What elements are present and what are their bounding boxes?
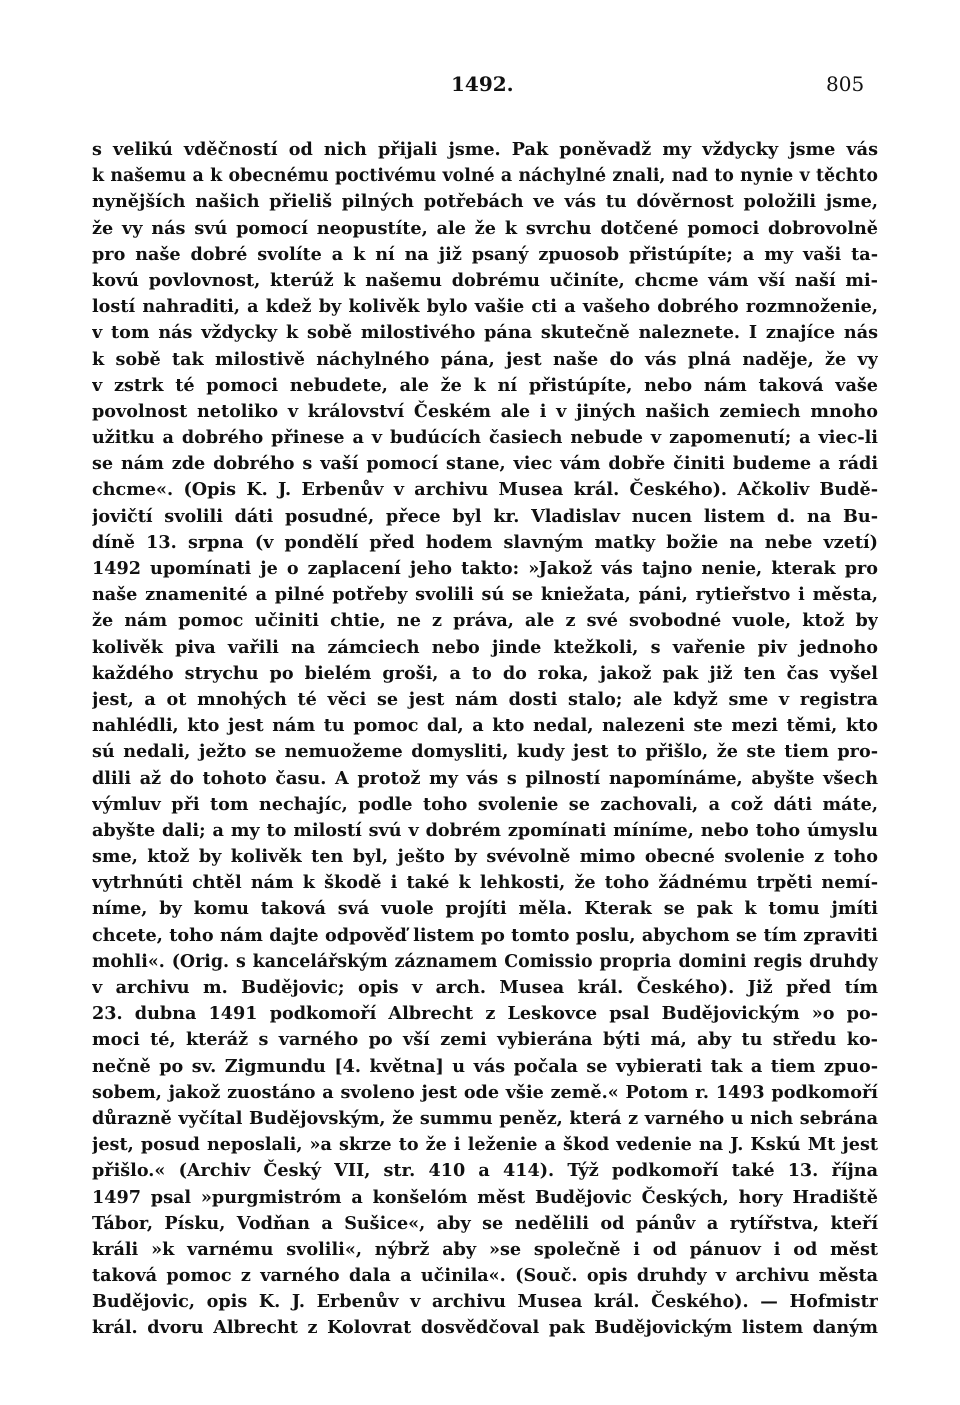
text-line: se nám zde dobrého s vaší pomocí stane, viec vám dobře činiti budeme a rádi xyxy=(92,453,878,475)
text-line: dlili až do tohoto času. A protož my vás s pilností napomínáme, abyšte všech xyxy=(92,767,878,789)
text-line: užitku a dobrého přinese a v budúcích časiech nebude v zapomenutí; a viec-li xyxy=(92,427,878,449)
text-line: 1497 psal »purgmistróm a konšelóm měst Budějovic Českých, hory Hradiště xyxy=(92,1186,878,1208)
text-line: jovičtí svolili dáti posudné, přece byl kr. Vladislav nucen listem d. na Bu- xyxy=(92,505,878,527)
header-year: 1492. xyxy=(451,72,514,96)
text-line: králi »k varnému svolili«, nýbrž aby »se společně i od pánuov i od měst xyxy=(92,1238,878,1260)
text-line: 1492 upomínati je o zaplacení jeho takto: »Jakož vás tajno nenie, kterak pro xyxy=(92,558,878,579)
text-line: díně 13. srpna (v pondělí před hodem slavným matky božie na nebe vzetí) xyxy=(92,531,878,553)
text-line: nynějších našich přieliš pilných potřebách ve vás tu dóvěrnost položili jsme, xyxy=(92,191,878,213)
text-line: chcete, toho nám dajte odpověď listem po tomto poslu, abychom se tím zpraviti xyxy=(92,924,878,946)
text-line: důrazně vyčítal Budějovským, že summu peněz, která z varného u nich sebrána xyxy=(92,1107,878,1129)
text-line: s velikú vděčností od nich přijali jsme. Pak poněvadž my vždycky jsme vás xyxy=(92,139,878,160)
text-line: výmluv při tom nechajíc, podle toho svolenie se zachovali, a což dáti máte, xyxy=(92,793,878,815)
text-line: pro naše dobré svolíte a k ní na již psaný zpuosob přistúpíte; a my vaši ta- xyxy=(92,243,878,265)
text-line: v archivu m. Budějovic; opis v arch. Musea král. Českého). Již před tím xyxy=(92,977,878,998)
text-line: sú nedali, ježto se nemuožeme domysliti, kudy jest to přišlo, že ste tiem pro- xyxy=(92,741,878,763)
text-line: 23. dubna 1491 podkomoří Albrecht z Leskovce psal Budějovickým »o po- xyxy=(92,1003,878,1025)
text-line: přišlo.« (Archiv Český VII, str. 410 a 414). Týž podkomoří také 13. října xyxy=(92,1160,878,1182)
text-line: kolivěk piva vařili na zámciech nebo jinde ktežkoli, s vařenie piv jednoho xyxy=(92,636,878,658)
text-line: Tábor, Písku, Vodňan a Sušice«, aby se nedělili od pánův a rytířstva, kteří xyxy=(92,1212,878,1234)
text-line: sobem, jakož zuostáno a svoleno jest ode všie země.« Potom r. 1493 podkomoří xyxy=(92,1081,878,1103)
body-text xyxy=(92,137,878,1342)
text-line: chcme«. (Opis K. J. Erbenův v archivu Musea král. Českého). Ačkoliv Budě- xyxy=(92,479,878,501)
text-line: v zstrk té pomoci nebudete, ale že k ní přistúpíte, nebo nám taková vaše xyxy=(92,374,878,396)
text-line: moci té, kteráž s varného po vší zemi vybierána býti má, aby tu středu ko- xyxy=(92,1029,878,1051)
text-line: že nám pomoc učiniti chtie, ne z práva, ale z své svobodné vuole, ktož by xyxy=(92,610,878,632)
text-line: kovú povlovnost, kterúž k našemu dobrému učiníte, chcme vám vší naší mi- xyxy=(92,269,878,291)
text-line: každého strychu po bielém groši, a to do roka, jakož pak již ten čas vyšel xyxy=(92,662,878,684)
text-line: povolnost netoliko v království Českém ale i v jiných našich zemiech mnoho xyxy=(92,400,878,422)
text-line: jest, posud neposlali, »a skrze to že i leženie a škod vedenie na J. Kskú Mt jest xyxy=(92,1134,878,1156)
text-line: Budějovic, opis K. J. Erbenův v archivu Musea král. Českého). — Hofmistr xyxy=(92,1291,878,1313)
text-line: mohli«. (Orig. s kancelářským záznamem Comissio propria domini regis druhdy xyxy=(92,951,878,972)
text-line: jest, a ot mnohých té věci se jest nám dosti stalo; ale když sme v registra xyxy=(92,688,878,710)
text-line: taková pomoc z varného dala a učinila«. (Souč. opis druhdy v archivu města xyxy=(92,1265,878,1287)
text-line: níme, by komu taková svá vuole projíti měla. Kterak se pak k tomu jmíti xyxy=(92,898,878,920)
text-line: král. dvoru Albrecht z Kolovrat dosvědčoval pak Budějovickým listem daným xyxy=(92,1317,878,1339)
text-line: k našemu a k obecnému poctivému volné a náchylné znali, nad to nynie v těchto xyxy=(92,166,878,187)
text-line: lostí nahraditi, a kdež by kolivěk bylo vašie cti a vašeho dobrého rozmnoženie, xyxy=(92,296,878,318)
text-line: vytrhnúti chtěl nám k škodě i také k lehkosti, že toho žádnému trpěti nemí- xyxy=(92,872,878,894)
text-line: sme, ktož by kolivěk ten byl, ješto by svévolně mimo obecné svolenie z toho xyxy=(92,846,878,868)
text-line: že vy nás svú pomocí neopustíte, ale že k svrchu dotčené pomoci dobrovolně xyxy=(92,217,878,239)
text-line: naše znamenité a pilné potřeby svolili sú se kniežata, páni, rytieřstvo i města, xyxy=(92,584,878,606)
text-line: abyšte dali; a my to milostí svú v dobrém zpomínati míníme, nebo toho úmyslu xyxy=(92,819,878,841)
page-number: 805 xyxy=(826,72,865,96)
text-line: k sobě tak milostivě náchylného pána, jest naše do vás plná naděje, že vy xyxy=(92,348,878,370)
running-header xyxy=(0,72,960,102)
text-line: nahlédli, kto jest nám tu pomoc dal, a kto nedal, nalezeni ste mezi těmi, kto xyxy=(92,715,878,737)
text-line: nečně po sv. Zigmundu [4. května] u vás počala se vybierati tak a tiem zpuo- xyxy=(92,1055,878,1077)
text-line: v tom nás vždycky k sobě milostivého pána skutečně naleznete. I znajíce nás xyxy=(92,322,878,344)
